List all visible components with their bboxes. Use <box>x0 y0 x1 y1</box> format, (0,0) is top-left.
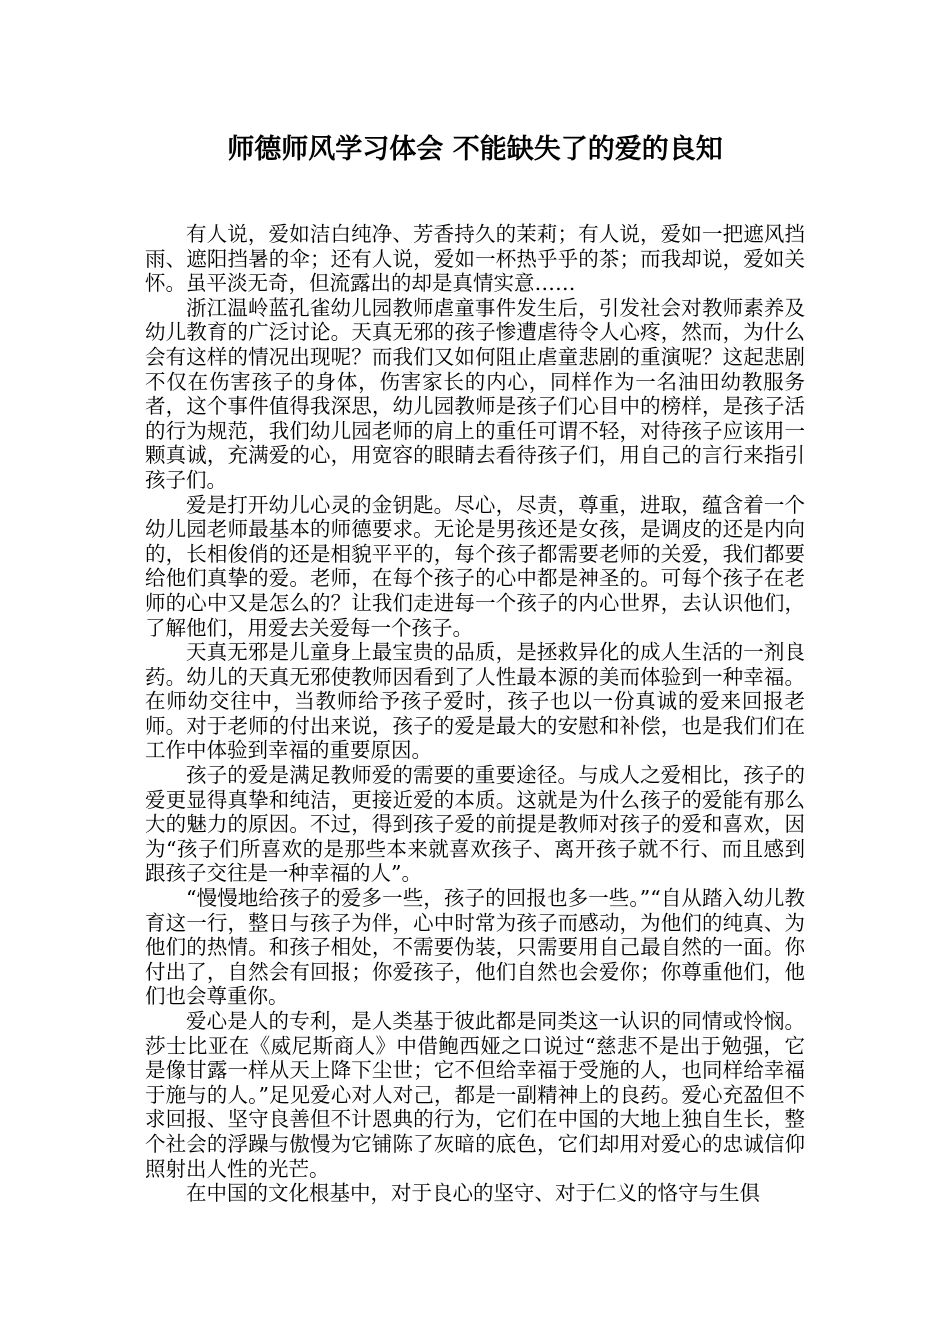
paragraph: 在中国的文化根基中，对于良心的坚守、对于仁义的恪守与生俱 <box>186 1181 760 1206</box>
paragraph: “慢慢地给孩子的爱多一些，孩子的回报也多一些。”“自从踏入幼儿教育这一行，整日与孩子为伴，心中时常为孩子而感动，为他们的纯真、为他们的热情。和孩子相处，不需要伪装，只需要用自己最自然的一面。你付出了，自然会有回报；你爱孩子，他们自然也会爱你；你尊重他们，他们也会尊重你。 <box>145 886 805 1009</box>
paragraph: 爱是打开幼儿心灵的金钥匙。尽心，尽责，尊重，进取，蕴含着一个幼儿园老师最基本的师德要求。无论是男孩还是女孩，是调皮的还是内向的，长相俊俏的还是相貌平平的，每个孩子都需要老师的关爱，我们都要给他们真挚的爱。老师，在每个孩子的心中都是神圣的。可每个孩子在老师的心中又是怎么的？让我们走进每一个孩子的内心世界，去认识他们，了解他们，用爱去关爱每一个孩子。 <box>145 492 805 640</box>
paragraph: 孩子的爱是满足教师爱的需要的重要途径。与成人之爱相比，孩子的爱更显得真挚和纯洁，更接近爱的本质。这就是为什么孩子的爱能有那么大的魅力的原因。不过，得到孩子爱的前提是教师对孩子的爱和喜欢，因为“孩子们所喜欢的是那些本来就喜欢孩子、离开孩子就不行、而且感到跟孩子交往是一种幸福的人”。 <box>145 763 805 886</box>
document-title: 师德师风学习体会 不能缺失了的爱的良知 <box>227 134 723 165</box>
paragraph: 浙江温岭蓝孔雀幼儿园教师虐童事件发生后，引发社会对教师素养及幼儿教育的广泛讨论。天真无邪的孩子惨遭虐待令人心疼，然而，为什么会有这样的情况出现呢？而我们又如何阻止虐童悲剧的重演呢？这起悲剧不仅在伤害孩子的身体，伤害家长的内心，同样作为一名油田幼教服务者，这个事件值得我深思，幼儿园教师是孩子们心目中的榜样，是孩子活的行为规范，我们幼儿园老师的肩上的重任可谓不轻，对待孩子应该用一颗真诚，充满爱的心，用宽容的眼睛去看待孩子们，用自己的言行来指引孩子们。 <box>145 295 805 492</box>
document-body <box>145 222 805 1206</box>
paragraph: 有人说，爱如洁白纯净、芳香持久的茉莉；有人说，爱如一把遮风挡雨、遮阳挡暑的伞；还有人说，爱如一杯热乎乎的茶；而我却说，爱如关怀。虽平淡无奇，但流露出的却是真情实意…… <box>145 222 805 296</box>
paragraph: 爱心是人的专利，是人类基于彼此都是同类这一认识的同情或怜悯。莎士比亚在《威尼斯商人》中借鲍西娅之口说过“慈悲不是出于勉强，它是像甘露一样从天上降下尘世；它不但给幸福于受施的人，也同样给幸福于施与的人。”足见爱心对人对己，都是一副精神上的良药。爱心充盈但不求回报、坚守良善但不计恩典的行为，它们在中国的大地上独自生长，整个社会的浮躁与傲慢为它铺陈了灰暗的底色，它们却用对爱心的忠诚信仰照射出人性的光芒。 <box>145 1009 805 1181</box>
paragraph: 天真无邪是儿童身上最宝贵的品质，是拯救异化的成人生活的一剂良药。幼儿的天真无邪使教师因看到了人性最本源的美而体验到一种幸福。在师幼交往中，当教师给予孩子爱时，孩子也以一份真诚的爱来回报老师。对于老师的付出来说，孩子的爱是最大的安慰和补偿，也是我们们在工作中体验到幸福的重要原因。 <box>145 640 805 763</box>
